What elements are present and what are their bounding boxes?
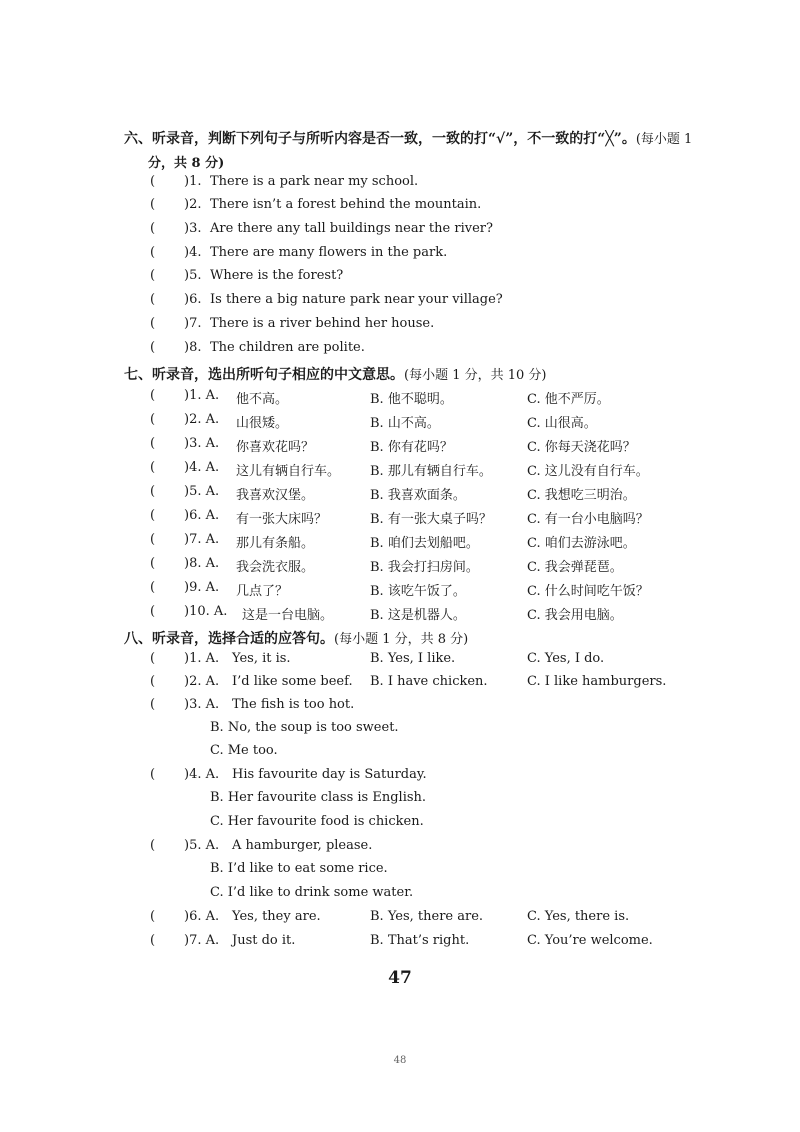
- section8-title-text: 八、听录音，选择合适的应答句。: [124, 631, 334, 647]
- answer-paren[interactable]: (: [150, 933, 156, 948]
- item-number: )1.: [184, 174, 202, 189]
- option-a: A hamburger, please.: [232, 838, 373, 853]
- option-b: B. I’d like to eat some rice.: [210, 861, 388, 876]
- item-number: )6.: [184, 292, 202, 307]
- page-number: 47: [388, 968, 412, 988]
- item-number: )7. A.: [184, 933, 220, 948]
- option-a: The fish is too hot.: [232, 697, 355, 712]
- option-c: C. 山很高。: [527, 416, 597, 431]
- answer-paren[interactable]: (: [150, 197, 156, 212]
- option-a: 那儿有条船。: [236, 536, 315, 551]
- item-text: There is a park near my school.: [210, 174, 419, 189]
- answer-paren[interactable]: (: [150, 268, 156, 283]
- answer-paren[interactable]: (: [150, 556, 156, 571]
- option-a: 他不高。: [236, 392, 289, 407]
- answer-paren[interactable]: (: [150, 674, 156, 689]
- section8-note: (每小题 1 分，共 8 分): [334, 632, 469, 647]
- section6-note: (每小题 1: [635, 132, 693, 147]
- answer-paren[interactable]: (: [150, 292, 156, 307]
- option-c: C. 有一台小电脑吗？: [527, 512, 649, 527]
- item-number: )6. A.: [184, 909, 220, 924]
- option-a: His favourite day is Saturday.: [232, 767, 427, 782]
- option-a: 几点了？: [236, 584, 289, 599]
- option-b: B. 那儿有辆自行车。: [370, 464, 492, 479]
- answer-paren[interactable]: (: [150, 412, 156, 427]
- item-number: )2.: [184, 197, 202, 212]
- item-number: )4. A.: [184, 767, 220, 782]
- option-a: 你喜欢花吗？: [236, 440, 315, 455]
- option-b: B. Yes, there are.: [370, 909, 484, 924]
- item-number: )3. A.: [184, 697, 220, 712]
- item-number: )3. A.: [184, 436, 220, 451]
- option-c: C. I like hamburgers.: [527, 674, 667, 689]
- answer-paren[interactable]: (: [150, 388, 156, 403]
- footer-page-number: 48: [393, 1055, 407, 1066]
- option-b: B. 你有花吗？: [370, 440, 453, 455]
- option-b: B. 该吃午饭了。: [370, 584, 466, 599]
- item-text: The children are polite.: [210, 340, 365, 355]
- item-text: There isn’t a forest behind the mountain.: [210, 197, 482, 212]
- option-b: B. 我喜欢面条。: [370, 488, 466, 503]
- option-b: B. 这是机器人。: [370, 608, 466, 623]
- option-b: B. 他不聪明。: [370, 392, 453, 407]
- answer-paren[interactable]: (: [150, 767, 156, 782]
- option-a: 我喜欢汉堡。: [236, 488, 315, 503]
- option-a: 我会洗衣服。: [236, 560, 315, 575]
- section6-title: [124, 128, 692, 148]
- item-number: )2. A.: [184, 674, 220, 689]
- answer-paren[interactable]: (: [150, 697, 156, 712]
- option-a: Yes, they are.: [232, 909, 321, 924]
- answer-paren[interactable]: (: [150, 580, 156, 595]
- option-b: B. Yes, I like.: [370, 651, 456, 666]
- section6-title-text: 六、听录音，判断下列句子与所听内容是否一致，一致的打“√”，不一致的打“╳”。: [124, 131, 636, 147]
- option-a: 这是一台电脑。: [242, 608, 334, 623]
- option-b: B. 咱们去划船吧。: [370, 536, 479, 551]
- item-number: )8. A.: [184, 556, 220, 571]
- answer-paren[interactable]: (: [150, 532, 156, 547]
- answer-paren[interactable]: (: [150, 221, 156, 236]
- option-a: Yes, it is.: [232, 651, 291, 666]
- item-number: )7. A.: [184, 532, 220, 547]
- option-c: C. 他不严厉。: [527, 392, 610, 407]
- item-text: Where is the forest?: [210, 268, 344, 283]
- answer-paren[interactable]: (: [150, 838, 156, 853]
- answer-paren[interactable]: (: [150, 316, 156, 331]
- item-number: )5. A.: [184, 484, 220, 499]
- answer-paren[interactable]: (: [150, 604, 156, 619]
- option-a: 有一张大床吗？: [236, 512, 328, 527]
- item-number: )1. A.: [184, 651, 220, 666]
- item-number: )5.: [184, 268, 202, 283]
- section6-note-cont: 分，共 8 分): [148, 156, 225, 171]
- answer-paren[interactable]: (: [150, 245, 156, 260]
- option-b: B. 有一张大桌子吗？: [370, 512, 492, 527]
- section7-note: (每小题 1 分，共 10 分): [404, 368, 547, 383]
- section7-title: [124, 364, 547, 384]
- answer-paren[interactable]: (: [150, 484, 156, 499]
- answer-paren[interactable]: (: [150, 508, 156, 523]
- item-number: )3.: [184, 221, 202, 236]
- item-number: )10. A.: [184, 604, 228, 619]
- item-number: )9. A.: [184, 580, 220, 595]
- item-text: There are many flowers in the park.: [210, 245, 448, 260]
- option-b: B. No, the soup is too sweet.: [210, 720, 399, 735]
- item-number: )6. A.: [184, 508, 220, 523]
- option-c: C. I’d like to drink some water.: [210, 885, 414, 900]
- option-c: C. 这儿没有自行车。: [527, 464, 649, 479]
- answer-paren[interactable]: (: [150, 340, 156, 355]
- option-c: C. Me too.: [210, 743, 278, 758]
- option-c: C. 我会弹琵琶。: [527, 560, 623, 575]
- option-b: B. That’s right.: [370, 933, 470, 948]
- item-number: )4. A.: [184, 460, 220, 475]
- option-b: B. Her favourite class is English.: [210, 790, 427, 805]
- section8-title: [124, 628, 468, 648]
- item-text: Is there a big nature park near your village?: [210, 292, 503, 307]
- option-c: C. Yes, I do.: [527, 651, 605, 666]
- option-c: C. 我想吃三明治。: [527, 488, 636, 503]
- option-a: 这儿有辆自行车。: [236, 464, 341, 479]
- option-a: Just do it.: [232, 933, 296, 948]
- section7-title-text: 七、听录音，选出所听句子相应的中文意思。: [124, 367, 404, 383]
- option-c: C. You’re welcome.: [527, 933, 653, 948]
- option-c: C. 你每天浇花吗？: [527, 440, 636, 455]
- option-b: B. 我会打扫房间。: [370, 560, 479, 575]
- option-a: I’d like some beef.: [232, 674, 353, 689]
- option-c: C. 我会用电脑。: [527, 608, 623, 623]
- answer-paren[interactable]: (: [150, 909, 156, 924]
- item-number: )2. A.: [184, 412, 220, 427]
- option-c: C. 什么时间吃午饭？: [527, 584, 649, 599]
- item-text: There is a river behind her house.: [210, 316, 435, 331]
- item-number: )4.: [184, 245, 202, 260]
- item-number: )1. A.: [184, 388, 220, 403]
- item-text: Are there any tall buildings near the river?: [210, 221, 493, 236]
- option-c: C. Her favourite food is chicken.: [210, 814, 424, 829]
- option-b: B. I have chicken.: [370, 674, 488, 689]
- option-a: 山很矮。: [236, 416, 289, 431]
- option-c: C. Yes, there is.: [527, 909, 630, 924]
- option-b: B. 山不高。: [370, 416, 440, 431]
- item-number: )8.: [184, 340, 202, 355]
- answer-paren[interactable]: (: [150, 436, 156, 451]
- answer-paren[interactable]: (: [150, 651, 156, 666]
- option-c: C. 咱们去游泳吧。: [527, 536, 636, 551]
- answer-paren[interactable]: (: [150, 174, 156, 189]
- item-number: )7.: [184, 316, 202, 331]
- item-number: )5. A.: [184, 838, 220, 853]
- answer-paren[interactable]: (: [150, 460, 156, 475]
